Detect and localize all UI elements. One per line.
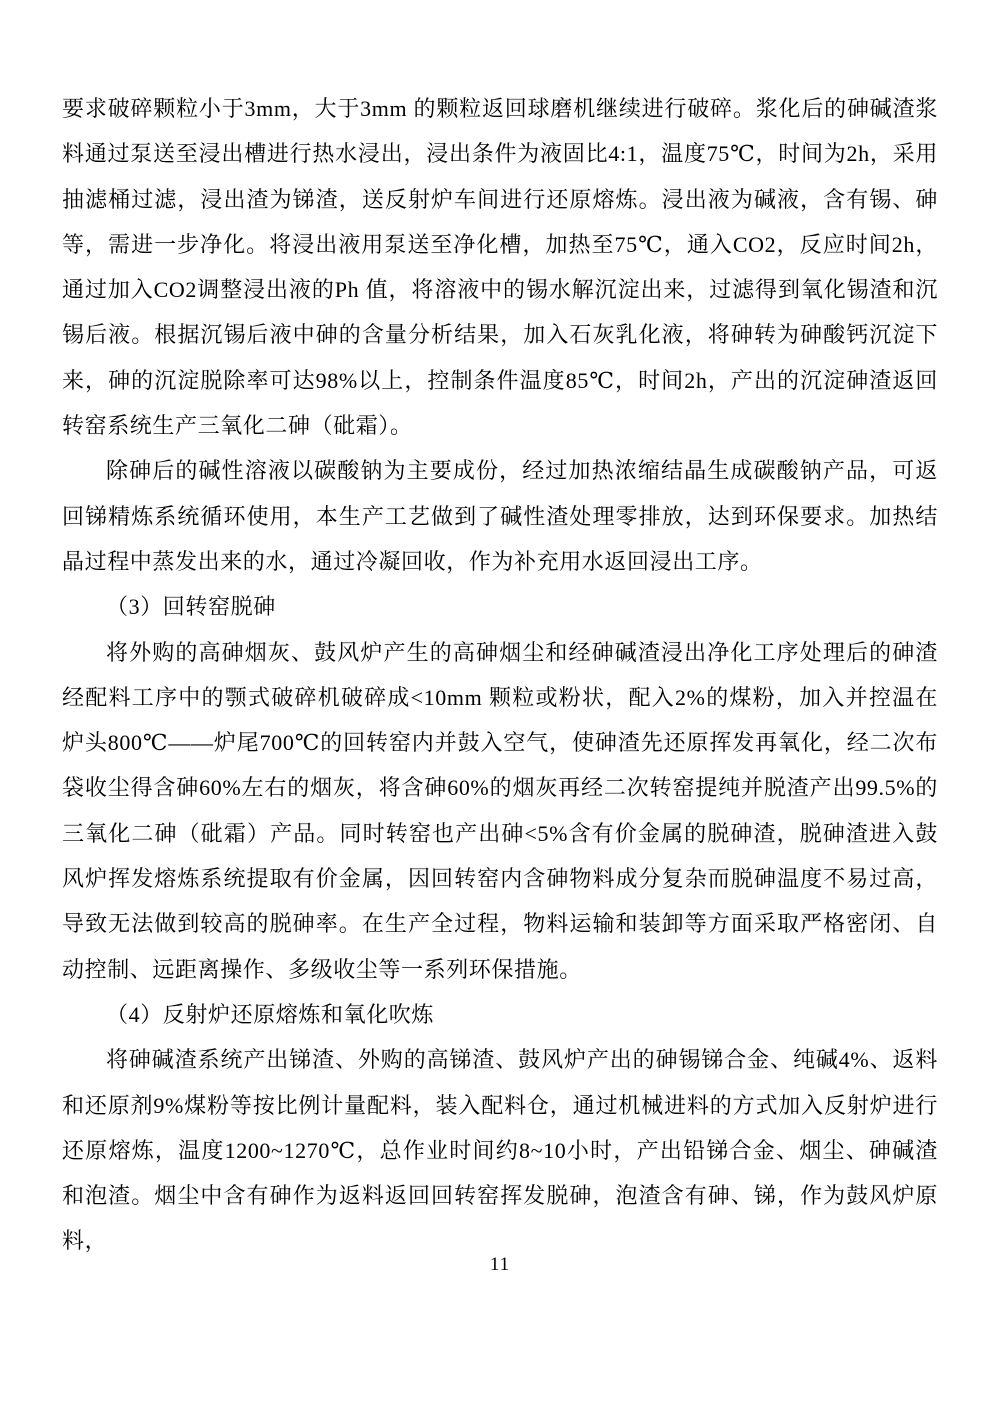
page-number: 11 [489, 1254, 511, 1275]
section-heading-reverberatory-furnace: （4）反射炉还原熔炼和氧化吹炼 [106, 1001, 435, 1027]
paragraph-rotary-kiln-process: 将外购的高砷烟灰、鼓风炉产生的高砷烟尘和经砷碱渣浸出净化工序处理后的砷渣经配料工序中的颚式破碎机破碎成<10mm 颗粒或粉状，配入2%的煤粉，加入并控温在炉头800℃——炉尾700℃的回转窑内并鼓入空气，使砷渣先还原挥发再氧化，经二次布袋收尘得含砷60%左右的烟灰，将含砷60%的烟灰再经二次转窑提纯并脱渣产出99.5%的三氧化二砷（砒霜）产品。同时转窑也产出砷<5%含有价金属的脱砷渣，脱砷渣进入鼓风炉挥发熔炼系统提取有价金属，因回转窑内含砷物料成分复杂而脱砷温度不易过高，导致无法做到较高的脱砷率。在生产全过程，物料运输和装卸等方面采取严格密闭、自动控制、远距离操作、多级收尘等一系列环保措施。 [62, 639, 938, 982]
page-footer [0, 1252, 1000, 1278]
paragraph-alkaline-solution: 除砷后的碱性溶液以碳酸钠为主要成份，经过加热浓缩结晶生成碳酸钠产品，可返回锑精炼系统循环使用，本生产工艺做到了碱性渣处理零排放，达到环保要求。加热结晶过程中蒸发出来的水，通过冷凝回收，作为补充用水返回浸出工序。 [62, 458, 938, 574]
paragraph-continuation: 要求破碎颗粒小于3mm，大于3mm 的颗粒返回球磨机继续进行破碎。浆化后的砷碱渣浆料通过泵送至浸出槽进行热水浸出，浸出条件为液固比4:1，温度75℃，时间为2h，采用抽滤桶过滤，浸出渣为锑渣，送反射炉车间进行还原熔炼。浸出液为碱液，含有锡、砷等，需进一步净化。将浸出液用泵送至净化槽，加热至75℃，通入CO2，反应时间2h，通过加入CO2调整浸出液的Ph 值，将溶液中的锡水解沉淀出来，过滤得到氧化锡渣和沉锡后液。根据沉锡后液中砷的含量分析结果，加入石灰乳化液，将砷转为砷酸钙沉淀下来，砷的沉淀脱除率可达98%以上，控制条件温度85℃，时间2h，产出的沉淀砷渣返回转窑系统生产三氧化二砷（砒霜）。 [62, 96, 938, 439]
section-heading-rotary-kiln-dearsenic: （3）回转窑脱砷 [106, 594, 276, 620]
page-body [62, 86, 938, 1264]
paragraph-reduction-smelting: 将砷碱渣系统产出锑渣、外购的高锑渣、鼓风炉产出的砷锡锑合金、纯碱4%、返料和还原剂9%煤粉等按比例计量配料，装入配料仓，通过机械进料的方式加入反射炉进行还原熔炼，温度1200~1270℃，总作业时间约8~10小时，产出铅锑合金、烟尘、砷碱渣和泡渣。烟尘中含有砷作为返料返回回转窑挥发脱砷，泡渣含有砷、锑，作为鼓风炉原料， [62, 1047, 938, 1254]
